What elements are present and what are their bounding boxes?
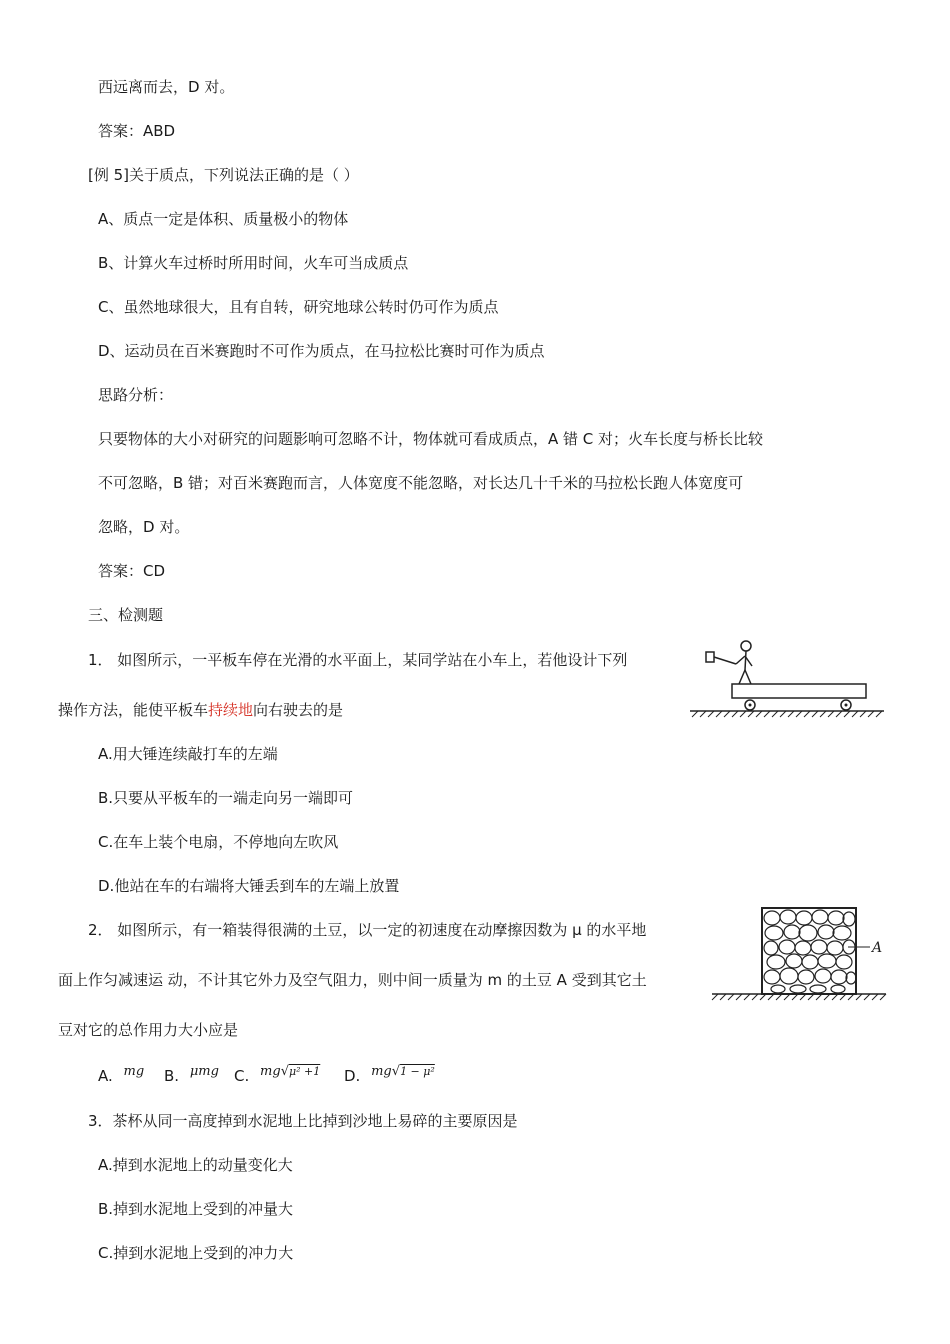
example5-option-c: C、虽然地球很大，且有自转，研究地球公转时仍可作为质点 xyxy=(98,298,499,316)
option-label: C. xyxy=(234,1067,250,1085)
formula-part: mg xyxy=(260,1064,281,1079)
q1-option-b: B.只要从平板车的一端走向另一端即可 xyxy=(98,789,354,807)
q1-option-d: D.他站在车的右端将大锤丢到车的左端上放置 xyxy=(98,877,400,895)
answer-line: 答案：ABD xyxy=(98,122,176,140)
example5-option-b: B、计算火车过桥时所用时间，火车可当成质点 xyxy=(98,254,409,272)
formula-part: mg xyxy=(371,1064,392,1079)
section-title: 三、检测题 xyxy=(88,606,164,624)
q2-option-b xyxy=(164,1066,219,1088)
text-line: 西远离而去，D 对。 xyxy=(98,78,235,96)
cart-wheel-hub xyxy=(749,704,752,707)
q1-option-a: A.用大锤连续敲打车的左端 xyxy=(98,745,278,763)
person-leg xyxy=(739,670,745,684)
example5-option-d: D、运动员在百米赛跑时不可作为质点，在马拉松比赛时可作为质点 xyxy=(98,342,545,360)
example5-question: [例 5]关于质点，下列说法正确的是（ ） xyxy=(88,166,359,184)
q2-option-c xyxy=(234,1066,320,1088)
q2-option-a xyxy=(98,1066,144,1088)
q3-option-a: A.掉到水泥地上的动量变化大 xyxy=(98,1156,293,1174)
option-formula: mg√1 − μ² xyxy=(371,1064,435,1079)
ground-hatching xyxy=(692,711,882,717)
q1-stem xyxy=(58,700,343,720)
option-label: D. xyxy=(344,1067,361,1085)
option-formula: μmg xyxy=(189,1064,219,1079)
option-label: A. xyxy=(98,1067,113,1085)
person-head xyxy=(741,641,751,651)
potato-box-figure xyxy=(708,900,888,1004)
cart-wheel-hub xyxy=(845,704,848,707)
person-leg xyxy=(745,670,751,684)
cart-figure xyxy=(688,636,888,720)
analysis-label: 思路分析： xyxy=(98,386,174,404)
q1-stem: 1． 如图所示，一平板车停在光滑的水平面上，某同学站在小车上，若他设计下列 xyxy=(88,651,628,669)
q1-stem-text: 向右驶去的是 xyxy=(253,701,344,719)
option-label: B. xyxy=(164,1067,180,1085)
q2-stem: 面上作匀减速运 动，不计其它外力及空气阻力，则中间一质量为 m 的土豆 A 受到其它土 xyxy=(58,971,647,989)
formula-radicand: μ² +1 xyxy=(288,1065,321,1078)
cart-deck xyxy=(732,684,866,698)
figure-label-a: A xyxy=(872,940,883,956)
q1-option-c: C.在车上装个电扇，不停地向左吹风 xyxy=(98,833,339,851)
option-formula: mg√μ² +1 xyxy=(260,1064,321,1079)
q3-option-c: C.掉到水泥地上受到的冲力大 xyxy=(98,1244,294,1262)
answer-line: 答案：CD xyxy=(98,562,166,580)
person-arm xyxy=(736,656,745,664)
hammer-head xyxy=(706,652,714,662)
q1-stem-text: 操作方法，能使平板车 xyxy=(58,701,209,719)
analysis-text: 只要物体的大小对研究的问题影响可忽略不计，物体就可看成质点，A 错 C 对；火车长度与桥长比较 xyxy=(98,430,764,448)
q2-stem: 2． 如图所示，有一箱装得很满的土豆，以一定的初速度在动摩擦因数为 μ 的水平地 xyxy=(88,921,647,939)
option-formula: mg xyxy=(123,1064,145,1079)
formula-radicand: 1 − μ² xyxy=(400,1065,435,1078)
analysis-text: 不可忽略，B 错；对百米赛跑而言，人体宽度不能忽略，对长达几十千米的马拉松长跑人体宽度可 xyxy=(98,474,744,492)
q2-option-d xyxy=(344,1066,435,1088)
q2-stem: 豆对它的总作用力大小应是 xyxy=(58,1021,239,1039)
q3-option-b: B.掉到水泥地上受到的冲量大 xyxy=(98,1200,294,1218)
q1-emphasis: 持续地 xyxy=(208,701,254,719)
person-body xyxy=(745,651,746,670)
hammer-handle xyxy=(714,657,736,664)
analysis-text: 忽略，D 对。 xyxy=(98,518,190,536)
q3-stem: 3．茶杯从同一高度掉到水泥地上比掉到沙地上易碎的主要原因是 xyxy=(88,1112,518,1130)
example5-option-a: A、质点一定是体积、质量极小的物体 xyxy=(98,210,349,228)
